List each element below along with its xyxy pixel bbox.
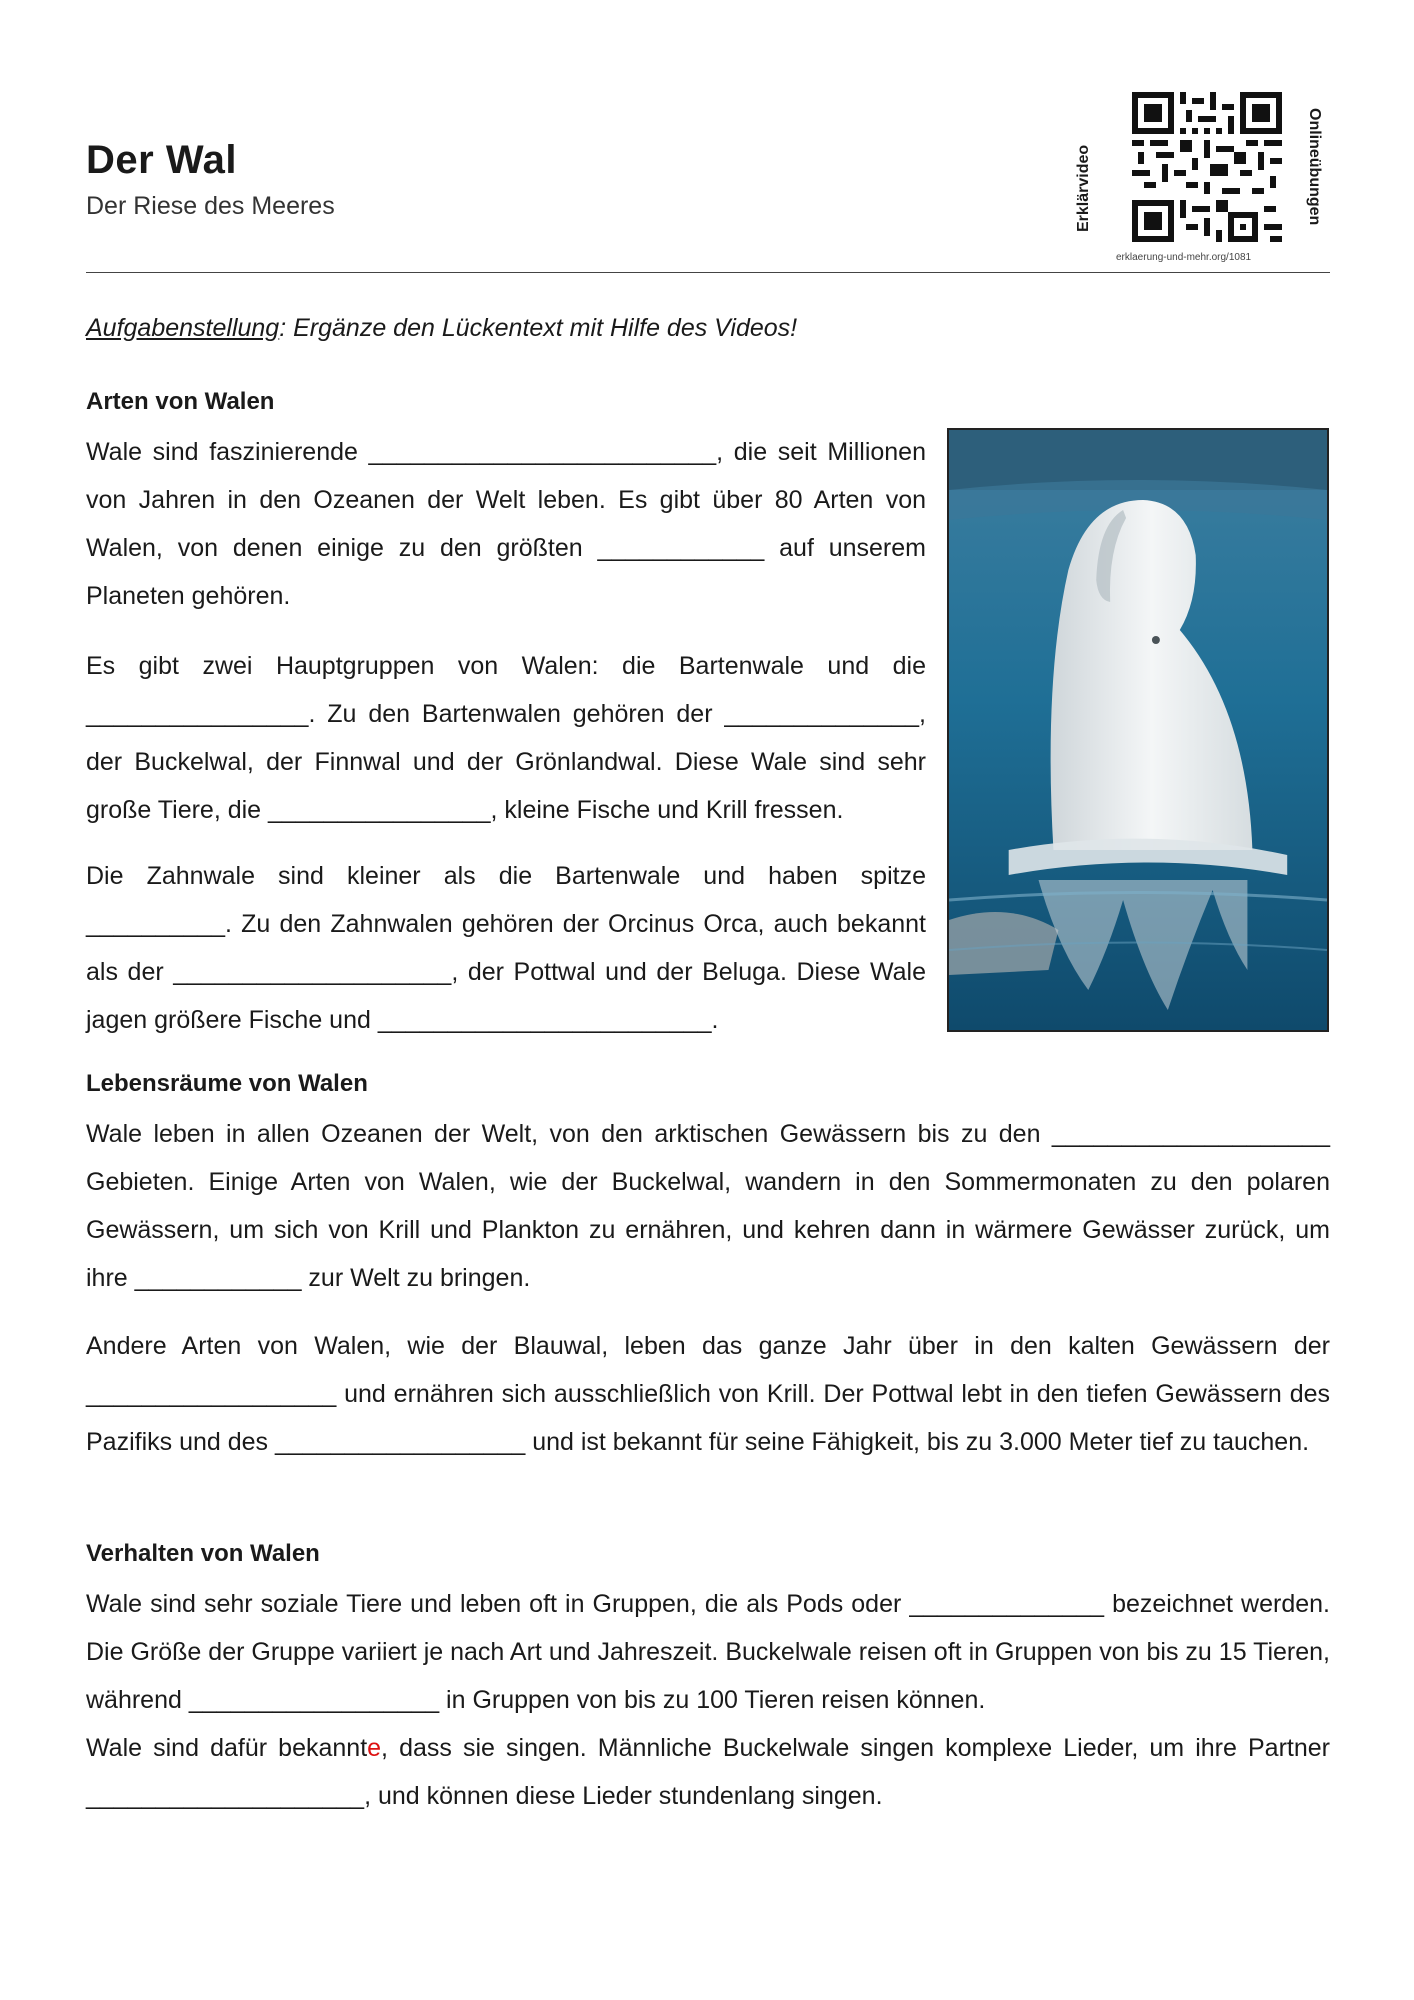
paragraph-arten-2: Es gibt zwei Hauptgruppen von Walen: die Bartenwale und die ________________. Zu den Bartenwalen gehören der ______________, der Buckelwal, der Finnwal und der Grönlandwal. Diese Wale sind sehr große Tiere, die ________________, kleine Fische und Krill fressen. [86, 652, 926, 824]
heading-lebensraeume: Lebensräume von Walen [86, 1070, 368, 1097]
beluga-photo [947, 428, 1329, 1032]
qr-url: erklaerung-und-mehr.org/1081 [1116, 252, 1252, 263]
task-text: : Ergänze den Lückentext mit Hilfe des Videos! [279, 314, 798, 342]
task-instruction [86, 314, 797, 343]
page-title: Der Wal [86, 138, 237, 182]
heading-arten: Arten von Walen [86, 388, 275, 415]
qr-code[interactable] [1132, 92, 1282, 242]
verhalten-text-start: Wale sind dafür bekannt [86, 1734, 368, 1762]
verhalten-text-end: , dass sie singen. Männliche Buckelwale singen komplexe Lieder, um ihre Partner ____________________, und können diese Lieder stundenlang singen. [86, 1734, 1330, 1810]
qr-right-label: Onlineübungen [1306, 108, 1323, 226]
paragraph-lebensraeume-1: Wale leben in allen Ozeanen der Welt, von den arktischen Gewässern bis zu den ____________________ Gebieten. Einige Arten von Walen, wie der Buckelwal, wandern in den Sommermonaten zu den polaren Gewässern, um sich von Krill und Plankton zu ernähren, und kehren dann in wärmere Gewässer zurück, um ihre ____________ zur Welt zu bringen. [86, 1120, 1330, 1292]
qr-left-label: Erklärvideo [1075, 144, 1092, 232]
highlighted-letter: e [367, 1734, 382, 1762]
paragraph-verhalten-1: Wale sind sehr soziale Tiere und leben oft in Gruppen, die als Pods oder ______________ bezeichnet werden. Die Größe der Gruppe variiert je nach Art und Jahreszeit. Buckelwale reisen oft in Gruppen von bis zu 15 Tieren, während __________________ in Gruppen von bis zu 100 Tieren reisen können. [86, 1590, 1330, 1714]
page-subtitle: Der Riese des Meeres [86, 192, 335, 220]
paragraph-lebensraeume-2: Andere Arten von Walen, wie der Blauwal, leben das ganze Jahr über in den kalten Gewässern der __________________ und ernähren sich ausschließlich von Krill. Der Pottwal lebt in den tiefen Gewässern des Pazifiks und des __________________ und ist bekannt für seine Fähigkeit, bis zu 3.000 Meter tief zu tauchen. [86, 1332, 1330, 1456]
task-label: Aufgabenstellung [86, 314, 280, 342]
paragraph-arten-3: Die Zahnwale sind kleiner als die Bartenwale und haben spitze __________. Zu den Zahnwalen gehören der Orcinus Orca, auch bekannt als der ____________________, der Pottwal und der Beluga. Diese Wale jagen größere Fische und ________________________. [86, 862, 926, 1034]
paragraph-arten-1: Wale sind faszinierende _________________________, die seit Millionen von Jahren in den Ozeanen der Welt leben. Es gibt über 80 Arten von Walen, von denen einige zu den größten ____________ auf unserem Planeten gehören. [86, 438, 926, 610]
paragraph-verhalten-2 [86, 1724, 1330, 1820]
header-divider [86, 272, 1330, 273]
heading-verhalten: Verhalten von Walen [86, 1540, 320, 1567]
